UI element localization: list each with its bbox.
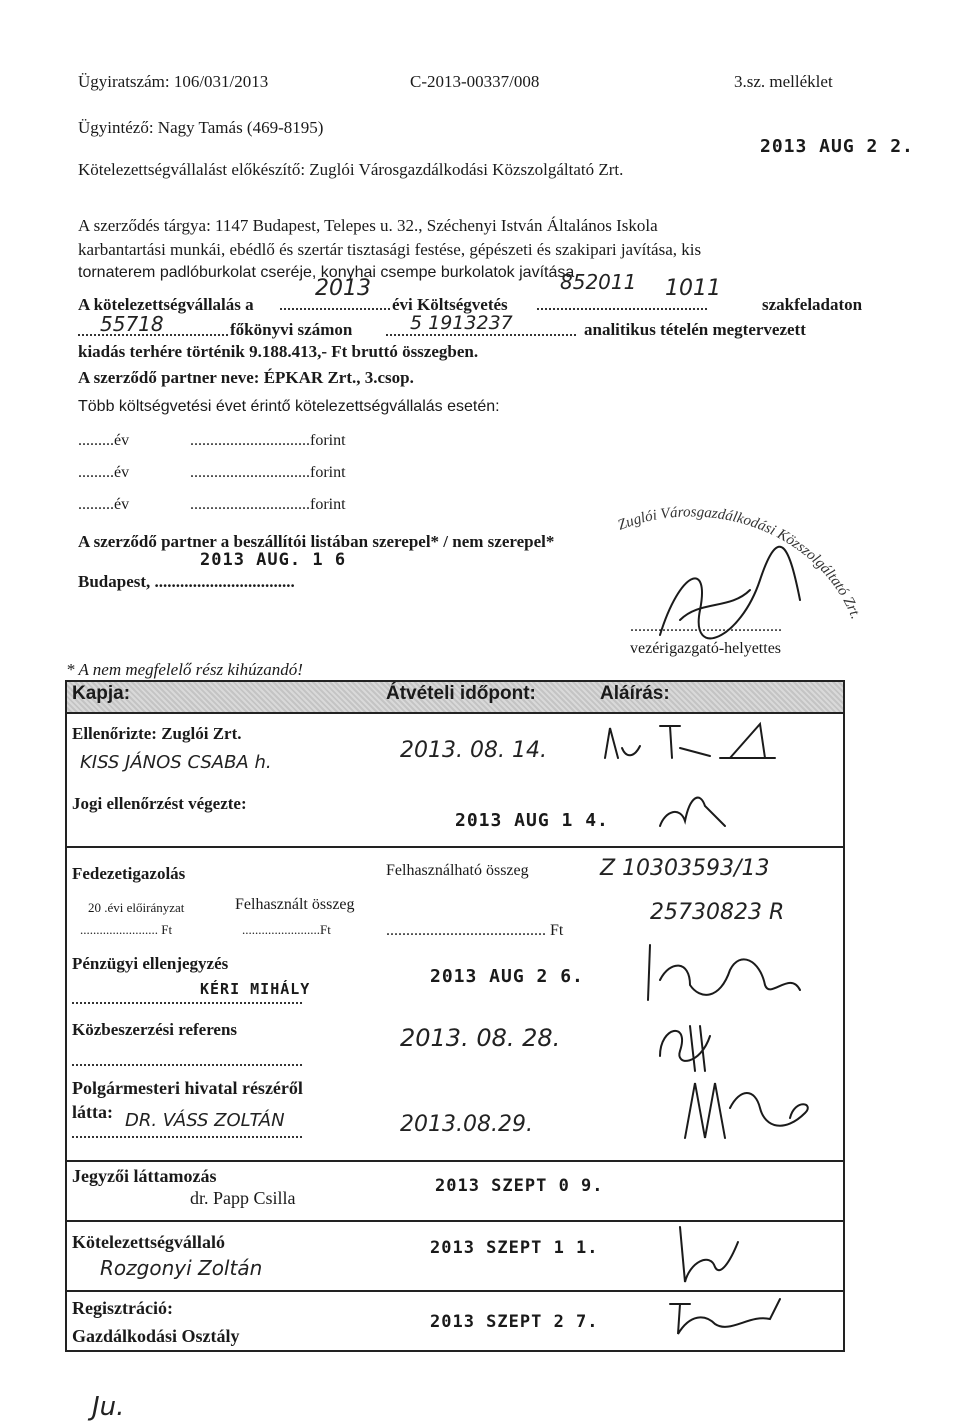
handwritten-analitikus: 5 1913237 bbox=[410, 312, 513, 334]
jogi-signature bbox=[655, 786, 735, 840]
row-divider bbox=[65, 1160, 845, 1162]
jegyzoi-name: dr. Papp Csilla bbox=[190, 1188, 296, 1208]
kotelezett-name: Rozgonyi Zoltán bbox=[100, 1256, 263, 1280]
commitment-prefix: A kötelezettségvállalás a bbox=[78, 295, 254, 314]
supplier-list-status: A szerződő partner a beszállítói listában szerepel* / nem szerepel* bbox=[78, 532, 555, 551]
regisztracio-stamp: 2013 SZEPT 2 7. bbox=[430, 1312, 599, 1332]
fedezet-number-2: 25730823 R bbox=[650, 900, 785, 925]
row-ellenorizte: Ellenőrizte: Zuglói Zrt. bbox=[72, 724, 242, 743]
felhasznalt-label: Felhasznált összeg bbox=[235, 896, 355, 913]
commitment-task-label: szakfeladaton bbox=[762, 295, 863, 314]
penzugyi-stamp: 2013 AUG 2 6. bbox=[430, 966, 584, 987]
kozbesz-signature bbox=[650, 1016, 740, 1074]
stamp-aug-16: 2013 AUG. 1 6 bbox=[200, 550, 347, 570]
ft-field-3: ........................................ Ft bbox=[386, 922, 564, 939]
year-row-1-forint: ..............................forint bbox=[190, 432, 346, 449]
handwritten-code-1: 1011 bbox=[665, 276, 721, 301]
row-jegyzoi: Jegyzői láttamozás bbox=[72, 1166, 217, 1186]
handwritten-fokonyv: 55718 bbox=[100, 312, 164, 336]
row-polg-1: Polgármesteri hivatal részéről bbox=[72, 1078, 303, 1098]
year-row-1-ev: .........év bbox=[78, 432, 130, 449]
kozbesz-date: 2013. 08. 28. bbox=[400, 1024, 561, 1052]
polg-date: 2013.08.29. bbox=[400, 1112, 533, 1137]
row-gazdalkodasi: Gazdálkodási Osztály bbox=[72, 1326, 240, 1346]
subject-line-3: tornaterem padlóburkolat cseréje, konyhai csempe burkolatok javítása bbox=[78, 264, 575, 281]
col-atvetel: Átvételi időpont: bbox=[386, 683, 536, 704]
kotelezett-signature bbox=[660, 1222, 750, 1292]
subject-line-1: A szerződés tárgya: 1147 Budapest, Telepes u. 32., Széchenyi István Általános Iskola bbox=[78, 216, 658, 235]
polg-name: DR. VÁSS ZOLTÁN bbox=[125, 1110, 285, 1131]
case-officer: Ügyintéző: Nagy Tamás (469-8195) bbox=[78, 118, 324, 137]
kotelezett-stamp: 2013 SZEPT 1 1. bbox=[430, 1238, 599, 1258]
multi-year-note: Több költségvetési évet érintő kötelezettségvállalás esetén: bbox=[78, 398, 500, 415]
preparer-line: Kötelezettségvállalást előkészítő: Zuglói Városgazdálkodási Közszolgáltató Zrt. bbox=[78, 160, 624, 179]
row-regisztracio: Regisztráció: bbox=[72, 1298, 173, 1318]
year-row-2-forint: ..............................forint bbox=[190, 464, 346, 481]
row-fedezet: Fedezetigazolás bbox=[72, 864, 186, 883]
row-penzugyi: Pénzügyi ellenjegyzés bbox=[72, 954, 229, 973]
col-kapja: Kapja: bbox=[72, 683, 131, 704]
partner-name: A szerződő partner neve: ÉPKAR Zrt., 3.csop. bbox=[78, 368, 414, 387]
ellenorizte-date: 2013. 08. 14. bbox=[400, 738, 547, 763]
ft-field-2: ........................Ft bbox=[242, 922, 331, 937]
polg-signature bbox=[675, 1078, 825, 1148]
ft-field-1: ........................ Ft bbox=[80, 922, 173, 937]
row-divider bbox=[65, 846, 845, 848]
seal-text: Zuglói Városgazdálkodási Közszolgáltató Zrt. bbox=[615, 504, 864, 622]
signer-title: vezérigazgató-helyettes bbox=[630, 640, 782, 657]
fedezet-number: Z 10303593/13 bbox=[600, 856, 770, 881]
row-kotelezett: Kötelezettségvállaló bbox=[72, 1232, 225, 1252]
row-jogi: Jogi ellenőrzést végezte: bbox=[72, 794, 247, 813]
row-polg-2: látta: bbox=[72, 1102, 113, 1122]
c-number: C-2013-00337/008 bbox=[410, 72, 540, 91]
received-stamp-date: 2013 AUG 2 2. bbox=[760, 136, 914, 157]
penzugyi-name: KÉRI MIHÁLY bbox=[200, 980, 311, 998]
footnote: * A nem megfelelő rész kihúzandó! bbox=[66, 660, 303, 679]
col-alairas: Aláírás: bbox=[600, 683, 670, 704]
year-row-2-ev: .........év bbox=[78, 464, 130, 481]
ellenorizte-name: KISS JÁNOS CSABA h. bbox=[80, 752, 272, 773]
ellenorizte-signature bbox=[600, 718, 780, 774]
analitikus-label: analitikus tételén megtervezett bbox=[584, 320, 806, 339]
penzugyi-signature bbox=[630, 940, 810, 1010]
felhasznalhato-label: Felhasználható összeg bbox=[386, 862, 529, 879]
signer-dots: ...................................... bbox=[630, 618, 782, 635]
fokonyv-label: főkönyvi számon bbox=[230, 320, 353, 339]
handwritten-year: 2013 bbox=[315, 276, 371, 301]
place-budapest: Budapest, ................................. bbox=[78, 572, 295, 591]
year-row-3-ev: .........év bbox=[78, 496, 130, 513]
expense-amount: kiadás terhére történik 9.188.413,- Ft bruttó összegben. bbox=[78, 342, 479, 361]
case-number: Ügyiratszám: 106/031/2013 bbox=[78, 72, 269, 91]
row-kozbesz: Közbeszerzési referens bbox=[72, 1020, 238, 1039]
regisztracio-signature bbox=[660, 1294, 800, 1344]
deputy-ceo-signature bbox=[640, 540, 820, 650]
jegyzoi-stamp: 2013 SZEPT 0 9. bbox=[435, 1176, 604, 1196]
subject-line-2: karbantartási munkái, ebédlő és szertár tisztasági festése, gépészeti és szakipari javítása, kis bbox=[78, 240, 702, 259]
evi-eloiranyzat: 20 .évi előirányzat bbox=[88, 900, 185, 915]
year-row-3-forint: ..............................forint bbox=[190, 496, 346, 513]
bottom-initials: Ju. bbox=[92, 1392, 125, 1422]
jogi-stamp: 2013 AUG 1 4. bbox=[455, 810, 609, 831]
commitment-budget: évi Költségvetés bbox=[392, 295, 508, 314]
attachment-label: 3.sz. melléklet bbox=[734, 72, 833, 91]
handwritten-code-2: 852011 bbox=[560, 270, 637, 294]
